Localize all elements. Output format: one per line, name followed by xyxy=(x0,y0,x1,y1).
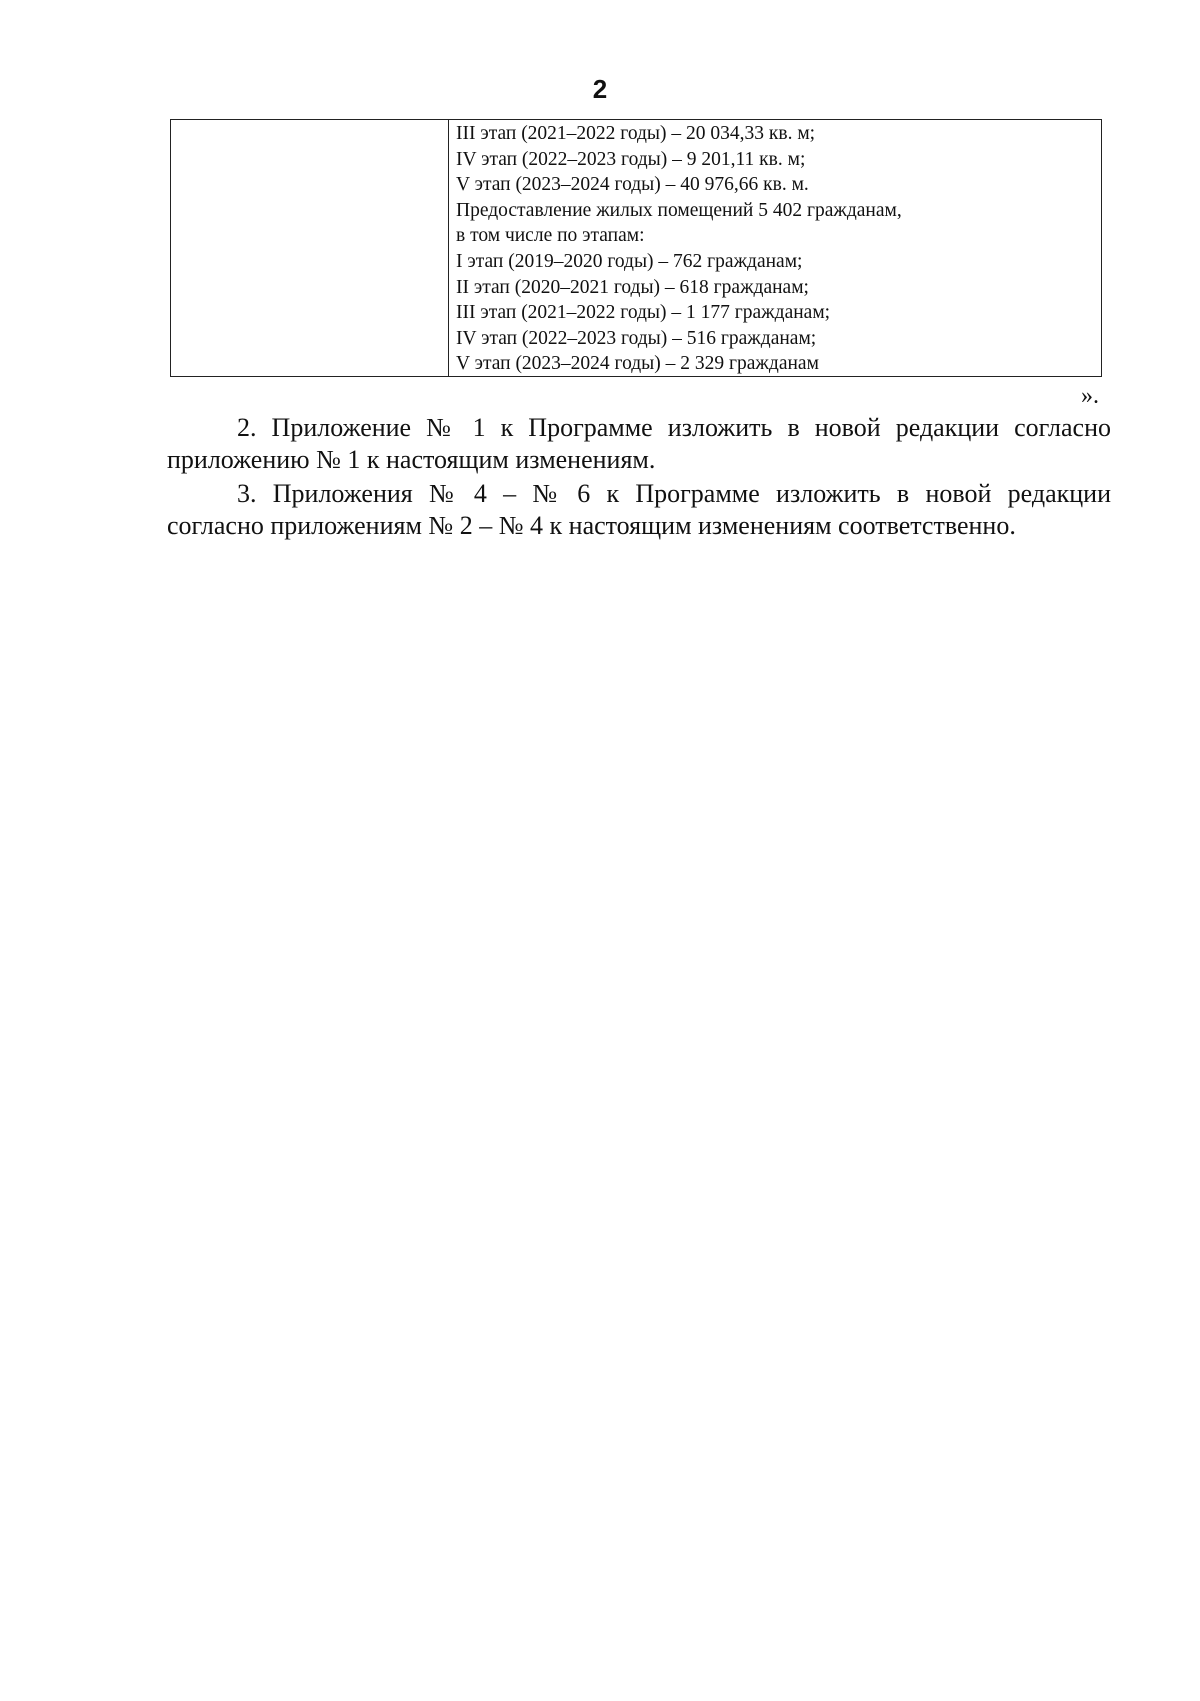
paragraph-3-rest: согласно приложениям № 2 – № 4 к настоящим изменениям соответственно. xyxy=(167,511,1016,540)
table-line: III этап (2021–2022 годы) – 1 177 гражданам; xyxy=(456,302,831,324)
table-line: III этап (2021–2022 годы) – 20 034,33 кв. м; xyxy=(456,123,816,144)
table-line: V этап (2023–2024 годы) – 2 329 гражданам xyxy=(456,353,819,375)
paragraph-3-first-line: 3. Приложения № 4 – № 6 к Программе изложить в новой редакции xyxy=(237,479,1111,508)
table-line: IV этап (2022–2023 годы) – 9 201,11 кв. м; xyxy=(456,148,806,170)
table-line: V этап (2023–2024 годы) – 40 976,66 кв. м. xyxy=(456,174,809,196)
closing-quote: ». xyxy=(1081,383,1099,409)
paragraph-2-first-line: 2. Приложение № 1 к Программе изложить в новой редакции согласно xyxy=(237,413,1111,442)
page-number: 2 xyxy=(592,74,608,104)
table-line: II этап (2020–2021 годы) – 618 гражданам; xyxy=(456,276,809,298)
table-line: I этап (2019–2020 годы) – 762 гражданам; xyxy=(456,250,803,272)
table-line: в том числе по этапам: xyxy=(456,225,645,247)
table-line: Предоставление жилых помещений 5 402 гражданам, xyxy=(456,199,902,221)
table-cell-right xyxy=(449,120,1101,376)
paragraph-2-rest: приложению № 1 к настоящим изменениям. xyxy=(167,445,656,474)
paragraph-3 xyxy=(167,478,1111,542)
table-cell-left xyxy=(171,120,449,376)
paragraph-2 xyxy=(167,412,1111,476)
program-table xyxy=(170,119,1102,377)
table-line: IV этап (2022–2023 годы) – 516 гражданам; xyxy=(456,327,817,349)
